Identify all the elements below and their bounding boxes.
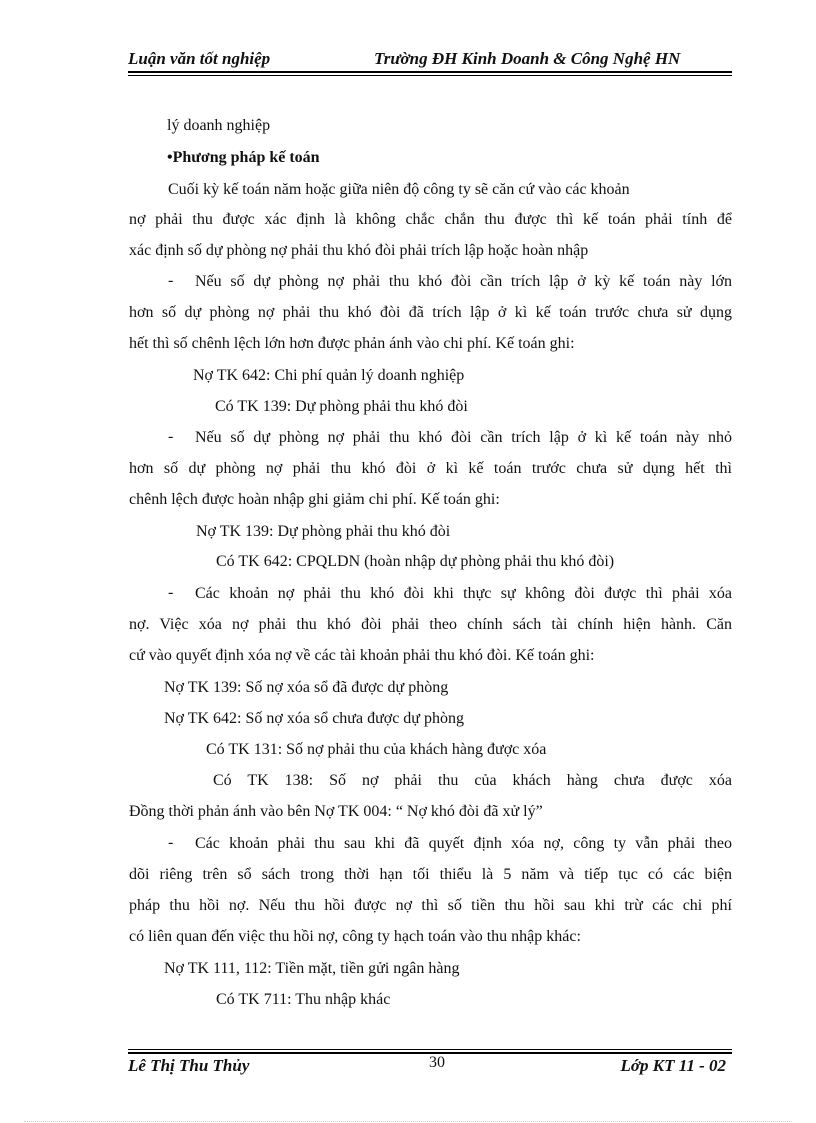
- entry-credit: Có TK 131: Số nợ phải thu của khách hàng được xóa: [206, 741, 547, 758]
- entry-credit: Có TK 711: Thu nhập khác: [216, 991, 391, 1008]
- footer-class: Lớp KT 11 - 02: [620, 1056, 726, 1075]
- entry-debit: Nợ TK 642: Số nợ xóa sổ chưa được dự phòng: [164, 710, 464, 727]
- section-heading-text: Phương pháp kế toán: [172, 149, 320, 166]
- entry-credit: Có TK 139: Dự phòng phải thu khó đòi: [215, 398, 468, 415]
- footer-rule-thin: [128, 1049, 732, 1050]
- entry-debit: Nợ TK 111, 112: Tiền mặt, tiền gửi ngân hàng: [164, 960, 460, 977]
- text-line: cứ vào quyết định xóa nợ về các tài khoản phải thu khó đòi. Kế toán ghi:: [129, 647, 595, 664]
- text-line: lý doanh nghiệp: [167, 117, 271, 134]
- entry-debit: Nợ TK 139: Số nợ xóa sổ đã được dự phòng: [164, 679, 449, 696]
- section-heading: [167, 148, 320, 168]
- page-edge-divider: [24, 1121, 792, 1122]
- text-line: dõi riêng trên sổ sách trong thời hạn tối thiểu là 5 năm và tiếp tục có các biện: [129, 866, 732, 883]
- page-footer: [128, 1054, 732, 1078]
- text-line: Các khoản nợ phải thu khó đòi khi thực sự không đòi được thì phải xóa: [195, 585, 732, 602]
- text-line: Cuối kỳ kế toán năm hoặc giữa niên độ công ty sẽ căn cứ vào các khoản: [168, 181, 630, 198]
- header-rule: [128, 71, 732, 73]
- text-line: Nếu số dự phòng nợ phải thu khó đòi cần trích lập ở kỳ kế toán này lớn: [195, 273, 732, 290]
- text-line: chênh lệch được hoàn nhập ghi giảm chi phí. Kế toán ghi:: [129, 491, 500, 508]
- entry-debit: Nợ TK 642: Chi phí quản lý doanh nghiệp: [193, 367, 465, 384]
- text-line: Nếu số dự phòng nợ phải thu khó đòi cần trích lập ở kì kế toán này nhỏ: [195, 429, 732, 446]
- entry-credit: Có TK 642: CPQLDN (hoàn nhập dự phòng phải thu khó đòi): [216, 553, 615, 570]
- dash-marker: -: [168, 584, 174, 601]
- dash-marker: -: [168, 834, 174, 851]
- header-thesis-title: Luận văn tốt nghiệp: [128, 49, 271, 68]
- dash-marker: -: [168, 272, 174, 289]
- page-header: [128, 47, 732, 73]
- bullet-icon: •: [167, 149, 173, 166]
- entry-credit: Có TK 138: Số nợ phải thu của khách hàng chưa được xóa: [213, 772, 732, 789]
- text-line: nợ phải thu được xác định là không chắc chắn thu được thì kế toán phải tính để: [129, 211, 732, 228]
- text-line: nợ. Việc xóa nợ phải thu khó đòi phải theo chính sách tài chính hiện hành. Căn: [129, 616, 732, 633]
- page-number: 30: [429, 1054, 445, 1071]
- text-line: pháp thu hồi nợ. Nếu thu hồi được nợ thì số tiền thu hồi sau khi trừ các chi phí: [129, 897, 732, 914]
- text-line: hơn số dự phòng nợ phải thu khó đòi ở kì kế toán trước chưa sử dụng hết thì: [129, 460, 732, 477]
- text-line: Các khoản phải thu sau khi đã quyết định xóa nợ, công ty vẫn phải theo: [195, 835, 732, 852]
- text-line: hơn số dự phòng nợ phải thu khó đòi đã trích lập ở kì kế toán trước chưa sử dụng: [129, 304, 732, 321]
- header-university: Trường ĐH Kinh Doanh & Công Nghệ HN: [374, 49, 681, 68]
- footer-author: Lê Thị Thu Thủy: [128, 1056, 250, 1075]
- entry-debit: Nợ TK 139: Dự phòng phải thu khó đòi: [196, 523, 451, 540]
- text-line: có liên quan đến việc thu hồi nợ, công ty hạch toán vào thu nhập khác:: [129, 928, 581, 945]
- text-line: xác định số dự phòng nợ phải thu khó đòi phải trích lập hoặc hoàn nhập: [129, 242, 589, 259]
- text-line: Đồng thời phản ánh vào bên Nợ TK 004: “ Nợ khó đòi đã xử lý”: [129, 803, 543, 820]
- header-rule-thin: [128, 75, 732, 76]
- text-line: hết thì số chênh lệch lớn hơn được phản ánh vào chi phí. Kế toán ghi:: [129, 335, 575, 352]
- dash-marker: -: [168, 428, 174, 445]
